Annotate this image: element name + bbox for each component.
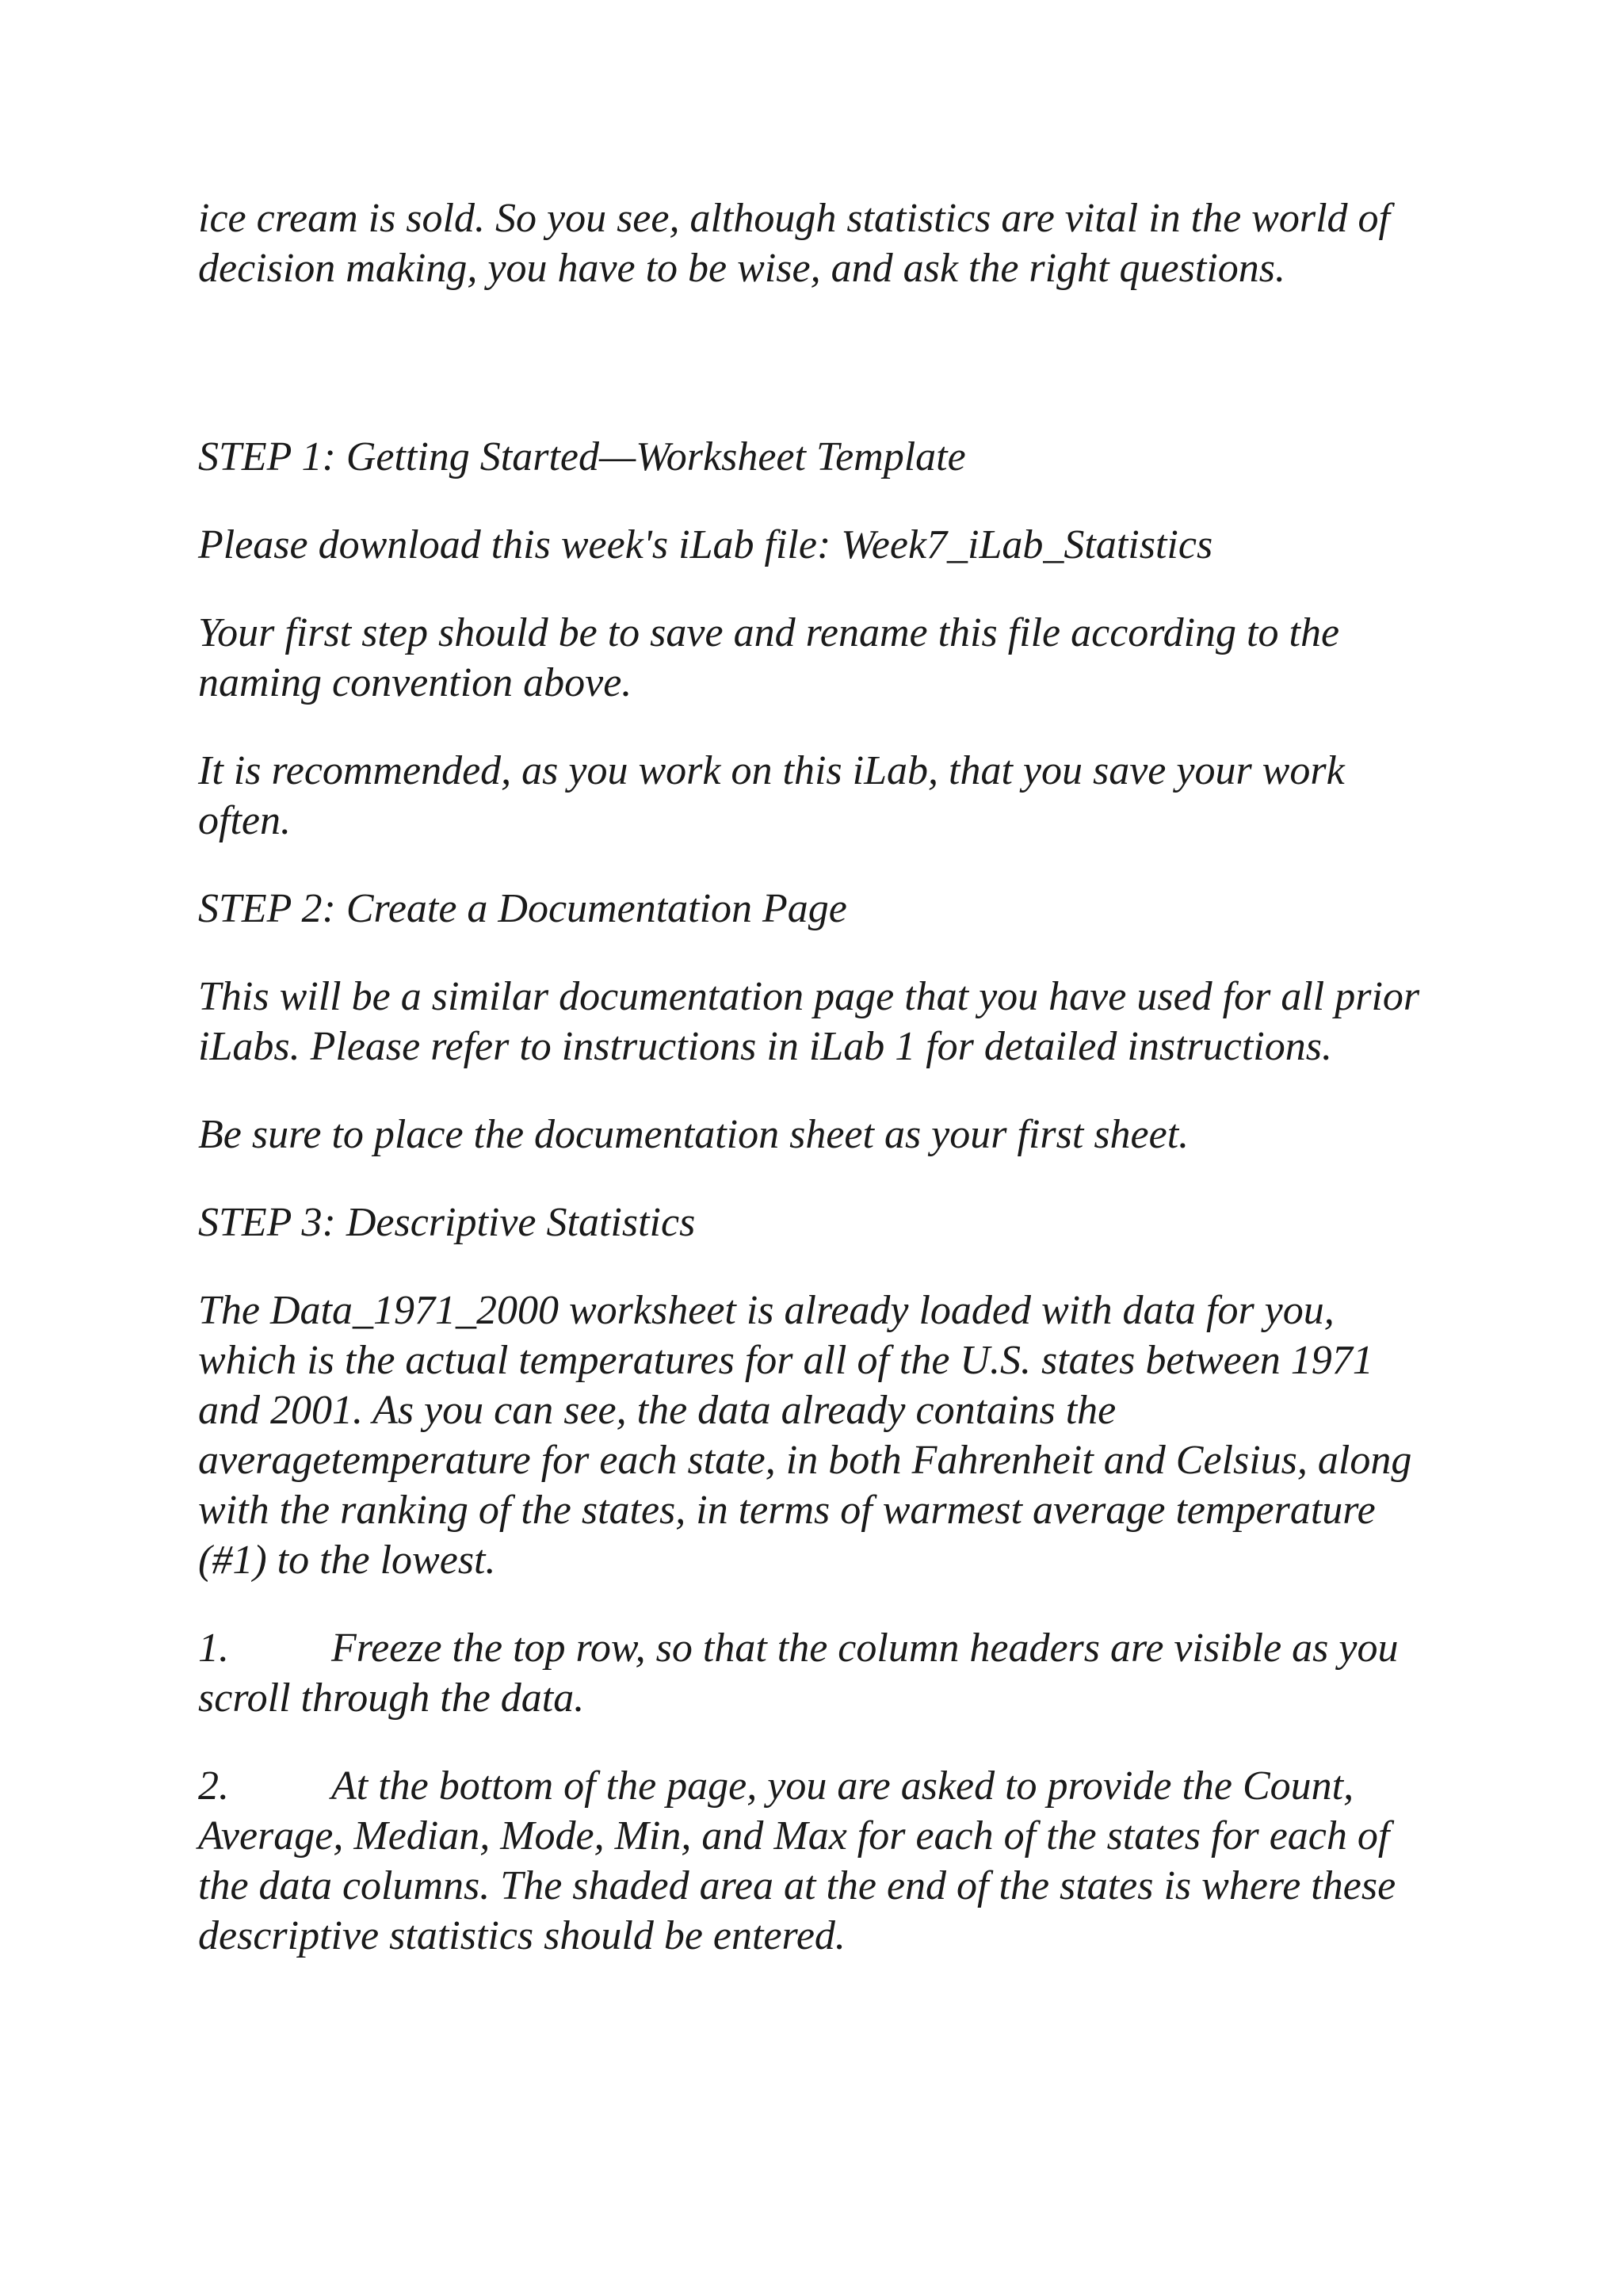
intro-paragraph: ice cream is sold. So you see, although statistics are vital in the world of decision making, you have to be wise, and ask the right questions. xyxy=(198,196,1390,291)
list-item-number: 2. xyxy=(198,1763,229,1809)
list-item xyxy=(198,1623,1442,1723)
list-item-text: At the bottom of the page, you are asked to provide the Count, Average, Median, Mode, Min, and Max for each of the states for each of the data columns. The shaded area at the end of the states is where these descriptive statistics should be entered. xyxy=(198,1763,1396,1958)
step2-description-paragraph: This will be a similar documentation page that you have used for all prior iLabs. Please refer to instructions in iLab 1 for detailed instructions. xyxy=(198,974,1420,1069)
list-item-text: Freeze the top row, so that the column headers are visible as you scroll through the data. xyxy=(198,1626,1399,1721)
step2-heading: STEP 2: Create a Documentation Page xyxy=(198,886,847,931)
document-body xyxy=(198,193,1442,1999)
list-item-number: 1. xyxy=(198,1626,229,1671)
list-item xyxy=(198,1761,1442,1961)
step3-description-paragraph: The Data_1971_2000 worksheet is already loaded with data for you, which is the actual temperatures for all of the U.S. states between 1971 and 2001. As you can see, the data already contains the averagetemperature for each state, in both Fahrenheit and Celsius, along with the ranking of the states, in terms of warmest average temperature (#1) to the lowest. xyxy=(198,1288,1412,1583)
step1-heading: STEP 1: Getting Started—Worksheet Template xyxy=(198,434,966,479)
step3-heading: STEP 3: Descriptive Statistics xyxy=(198,1200,696,1245)
step1-rename-paragraph: Your first step should be to save and rename this file according to the naming convention above. xyxy=(198,610,1340,705)
step1-save-paragraph: It is recommended, as you work on this iLab, that you save your work often. xyxy=(198,748,1345,843)
step1-download-paragraph: Please download this week's iLab file: Week7_iLab_Statistics xyxy=(198,522,1213,567)
step2-placement-paragraph: Be sure to place the documentation sheet as your first sheet. xyxy=(198,1112,1190,1157)
